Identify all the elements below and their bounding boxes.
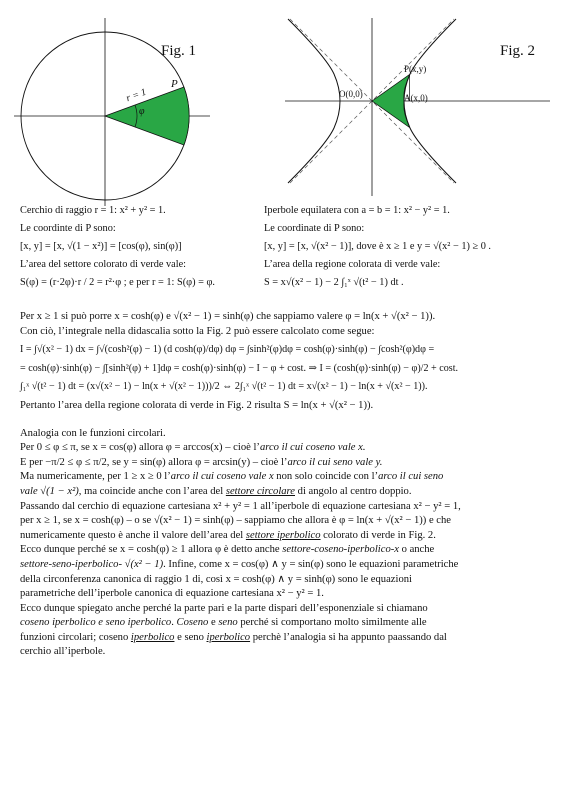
conclusion-line-4: cerchio all’iperbole. (20, 646, 106, 658)
fig1-angle-label: φ (139, 106, 145, 117)
fig1-radius-label: r = 1 (124, 86, 148, 105)
fig1-point-label: P (171, 78, 178, 90)
caption1-line4: L’area del settore colorato di verde vale: (20, 259, 187, 270)
caption2-line1: Iperbole equilatera con a = b = 1: x² − y² = 1. (264, 205, 450, 216)
para-area-result: Pertanto l’area della regione colorata di verde in Fig. 2 risulta S = ln(x + √(x² − 1)). (20, 399, 374, 411)
hyperbola-line-4: Ecco dunque perché se x = cosh(φ) ≥ 1 allora φ è detto anche settore-coseno-iperbolico-x o anche (20, 544, 435, 556)
hyperbola-line-7: parametriche dell’iperbole canonica di equazione cartesiana x² − y² = 1. (20, 588, 324, 600)
hyperbola-line-6: della circonferenza canonica di raggio 1 di, così x = cosh(φ) ∧ y = sinh(φ) sono le equazioni (20, 573, 412, 585)
caption2-line2: Le coordinate di P sono: (264, 223, 365, 234)
fig1-label: Fig. 1 (161, 43, 197, 59)
hyperbola-line-5: settore-seno-iperbolico- √(x² − 1). Infine, come x = cos(φ) ∧ y = sin(φ) sono le equazioni parametriche (20, 558, 459, 570)
hyperbola-line-3: numericamente questo è anche il valore dell’area del settore iperbolico colorato di verde in Fig. 2. (20, 529, 436, 541)
caption1-line5: S(φ) = (r·2φ)·r / 2 = r²·φ ; e per r = 1: S(φ) = φ. (20, 277, 215, 288)
hyperbola-line-1: Passando dal cerchio di equazione cartesiana x² + y² = 1 all’iperbole di equazione cartesiana x² − y² = 1, (20, 500, 461, 512)
caption1-line1: Cerchio di raggio r = 1: x² + y² = 1. (20, 205, 166, 216)
caption1-line3: [x, y] = [x, √(1 − x²)] = [cos(φ), sin(φ)] (20, 241, 182, 252)
conclusion-line-1: Ecco dunque spiegato anche perché la parte pari e la parte dispari dell’esponenziale si chiamano (20, 602, 428, 614)
analogy-line-4: vale √(1 − x²), ma coincide anche con l’area del settore circolare di angolo al centro doppio. (20, 485, 412, 497)
conclusion-line-2: coseno iperbolico e seno iperbolico. Coseno e seno perché si comportano molto similmente alle (20, 617, 427, 629)
hyperbola-line-2: per x ≥ 1, se x = cosh(φ) – o se √(x² − 1) = sinh(φ) – sappiamo che allora è φ = ln(x + √(x² − 1)) e che (20, 515, 451, 527)
equation-1: I = ∫√(x² − 1) dx = ∫√(cosh²(φ) − 1) (d cosh(φ)/dφ) dφ = ∫sinh²(φ)dφ = cosh(φ)·sinh(φ) − ∫cosh²(φ)dφ = (20, 344, 435, 356)
equation-2: = cosh(φ)·sinh(φ) − ∫[sinh²(φ) + 1]dφ = cosh(φ)·sinh(φ) − I − φ + cost. ⇒ I = (cosh(φ)·sinh(φ) − φ)/2 + cost. (20, 362, 459, 374)
fig2-caption (264, 203, 491, 293)
fig1-caption (20, 203, 215, 293)
analogy-title: Analogia con le funzioni circolari. (20, 427, 166, 439)
fig2-a-label: A(x,0) (404, 93, 428, 103)
fig2-origin-label: O(0,0) (339, 89, 363, 99)
para-integral-intro: Con ciò, l’integrale nella didascalia sotto la Fig. 2 può essere calcolato come segue: (20, 325, 375, 337)
conclusion-line-3: funzioni circolari; coseno iperbolico e seno iperbolico perchè l’analogia si ha appunto paassando dal (20, 631, 447, 643)
main-text (20, 310, 550, 660)
fig2-point-label: P(x,y) (404, 64, 427, 74)
caption2-line5: S = x√(x² − 1) − 2 ∫₁ˣ √(t² − 1) dt . (264, 277, 404, 288)
caption2-line4: L’area della regione colorata di verde vale: (264, 259, 441, 270)
analogy-line-1: Per 0 ≤ φ ≤ π, se x = cos(φ) allora φ = arccos(x) – cioè l’arco il cui coseno vale x. (20, 442, 366, 454)
analogy-line-3: Ma numericamente, per 1 ≥ x ≥ 0 l’arco il cui coseno vale x non solo coincide con l’arco il cui seno (20, 471, 444, 483)
para-cosh-def: Per x ≥ 1 si può porre x = cosh(φ) e √(x² − 1) = sinh(φ) che sappiamo valere φ = ln(x + √(x² − 1)). (20, 311, 436, 322)
analogy-line-2: E per −π/2 ≤ φ ≤ π/2, se y = sin(φ) allora φ = arcsin(y) – cioè l’arco il cui seno vale y. (20, 456, 383, 468)
equation-3: ∫₁ˣ √(t² − 1) dt = (x√(x² − 1) − ln(x + √(x² − 1)))/2 ⇔ 2∫₁ˣ √(t² − 1) dt = x√(x² − 1) − ln(x + √(x² − 1)). (20, 381, 428, 393)
caption1-line2: Le coordinte di P sono: (20, 223, 116, 234)
caption2-line3: [x, y] = [x, √(x² − 1)], dove è x ≥ 1 e y = √(x² − 1) ≥ 0 . (264, 241, 492, 252)
fig2-label: Fig. 2 (500, 43, 536, 59)
